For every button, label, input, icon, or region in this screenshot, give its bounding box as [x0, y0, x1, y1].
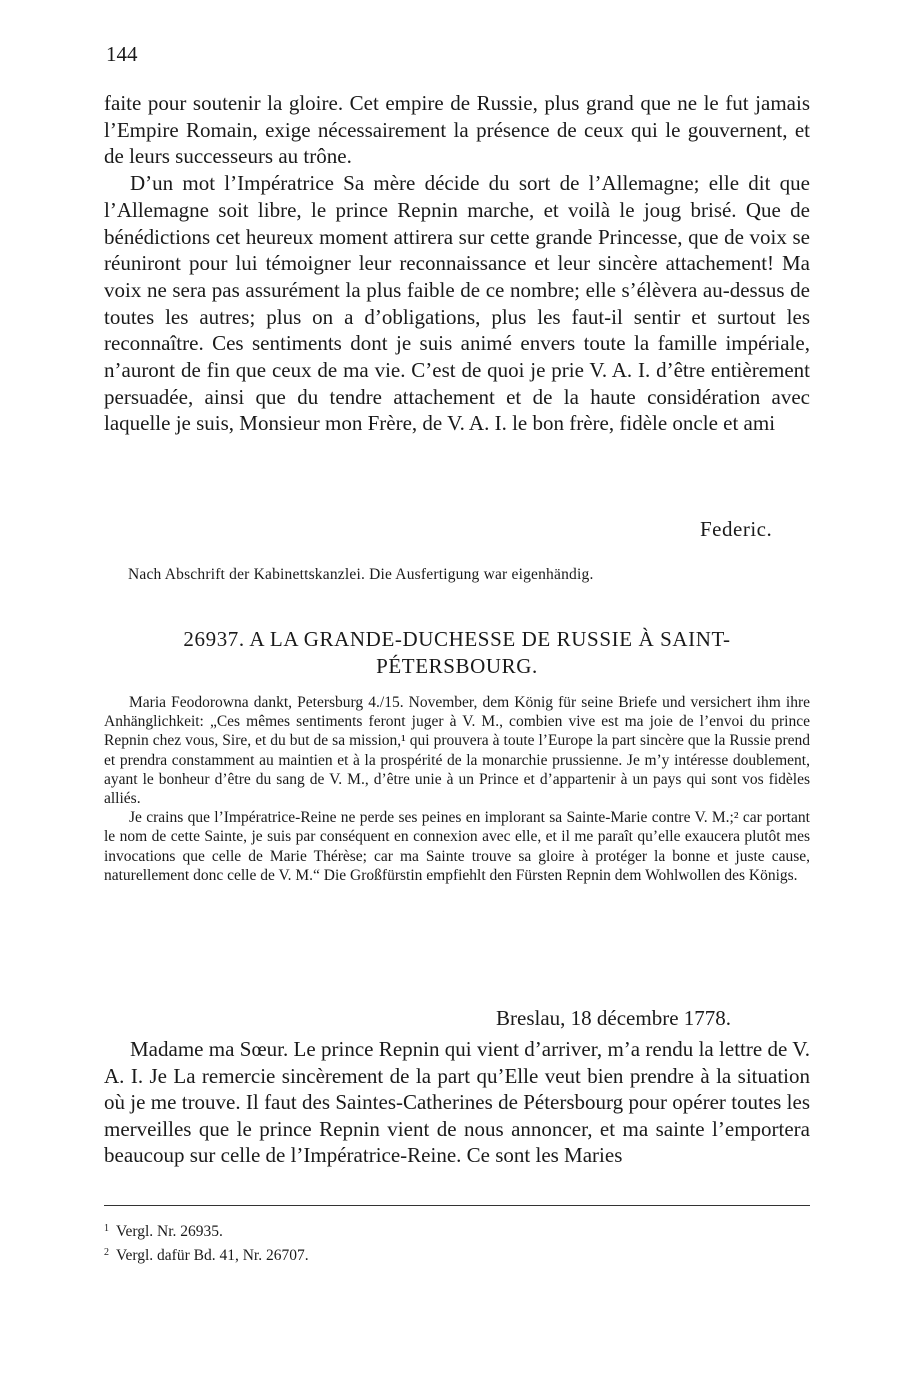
footnote-text: Vergl. Nr. 26935. — [116, 1223, 223, 1240]
letter-continuation — [104, 90, 810, 437]
footnote-text: Vergl. dafür Bd. 41, Nr. 26707. — [116, 1247, 309, 1264]
dateline: Breslau, 18 décembre 1778. — [496, 1006, 732, 1030]
page-number: 144 — [106, 42, 138, 66]
source-note: Nach Abschrift der Kabinettskanzlei. Die Ausfertigung war eigenhändig. — [128, 566, 594, 583]
entry-heading — [104, 626, 810, 680]
summary-paragraph: Je crains que l’Impératrice-Reine ne perde ses peines en implorant sa Sainte-Marie contre V. M.;² car portant le nom de cette Sainte, je suis par conséquent en connexion avec elle, et il me paraît qu’elle exaucera plutôt mes invocations que celle de Marie Thérèse; car ma Sainte trouve sa gloire à protéger la bonne et juste cause, naturellement donc celle de V. M.“ Die Großfürstin empfiehlt den Fürsten Repnin dem Wohlwollen des Königs. — [104, 809, 810, 884]
footnote-mark: 1 — [104, 1223, 109, 1234]
entry-heading-line: PÉTERSBOURG. — [376, 654, 538, 678]
entry-summary — [104, 693, 810, 885]
letter-body — [104, 1036, 810, 1169]
signature: Federic. — [700, 517, 773, 541]
paragraph: faite pour soutenir la gloire. Cet empire de Russie, plus grand que ne le fut jamais l’Empire Romain, exige nécessairement la présence de ceux qui le gouvernent, et de leurs successeurs au trône. — [104, 91, 810, 169]
letter-paragraph: Madame ma Sœur. Le prince Repnin qui vient d’arriver, m’a rendu la lettre de V. A. I. Je La remercie sincèrement de la part qu’Elle veut bien prendre à la situation où je me trouve. Il faut des Saintes-Catherines de Pétersbourg pour opérer toutes les merveilles que le prince Repnin vient de nous annoncer, et ma sainte l’emportera beaucoup sur celle de l’Impératrice-Reine. Ce sont les Maries — [104, 1037, 810, 1168]
footnote — [104, 1218, 309, 1242]
summary-paragraph: Maria Feodorowna dankt, Petersburg 4./15. November, dem König für seine Briefe und versichert ihm ihre Anhänglichkeit: „Ces mêmes sentiments feront juger à V. M., combien vive est ma joie de l’envoi du prince Repnin chez vous, Sire, et du but de sa mission,¹ qui prouvera à toute l’Europe la part sincère que la Russie prend et prendra constamment au maintien et à la prospérité de la monarchie prussienne. Je m’y intéresse doublement, ayant le bonheur d’être du sang de V. M., d’être unie à un Prince et d’appartenir à un pays qui sont vos fidèles alliés. — [104, 694, 810, 808]
footnote-mark: 2 — [104, 1247, 109, 1258]
paragraph: D’un mot l’Impératrice Sa mère décide du sort de l’Allemagne; elle dit que l’Allemagne soit libre, le prince Repnin marche, et voilà le joug brisé. Que de bénédictions cet heureux moment attirera sur cette grande Princesse, que de voix se réuniront pour lui témoigner leur reconnaissance et leur sincère attachement! Ma voix ne sera pas assurément la plus faible de ce nombre; elle s’élèvera au-dessus de toutes les autres; plus on a d’obligations, plus les faut-il sentir et surtout les reconnaître. Ces sentiments dont je suis animé envers toute la famille impériale, n’auront de fin que ceux de ma vie. C’est de quoi je prie V. A. I. d’être entièrement persuadée, ainsi que du tendre attachement et de la haute considération avec laquelle je suis, Monsieur mon Frère, de V. A. I. le bon frère, fidèle oncle et ami — [104, 171, 810, 436]
footnotes — [104, 1218, 309, 1266]
entry-heading-line: 26937. A LA GRANDE-DUCHESSE DE RUSSIE À SAINT- — [183, 627, 731, 651]
footnote-divider — [104, 1205, 810, 1206]
footnote — [104, 1242, 309, 1266]
